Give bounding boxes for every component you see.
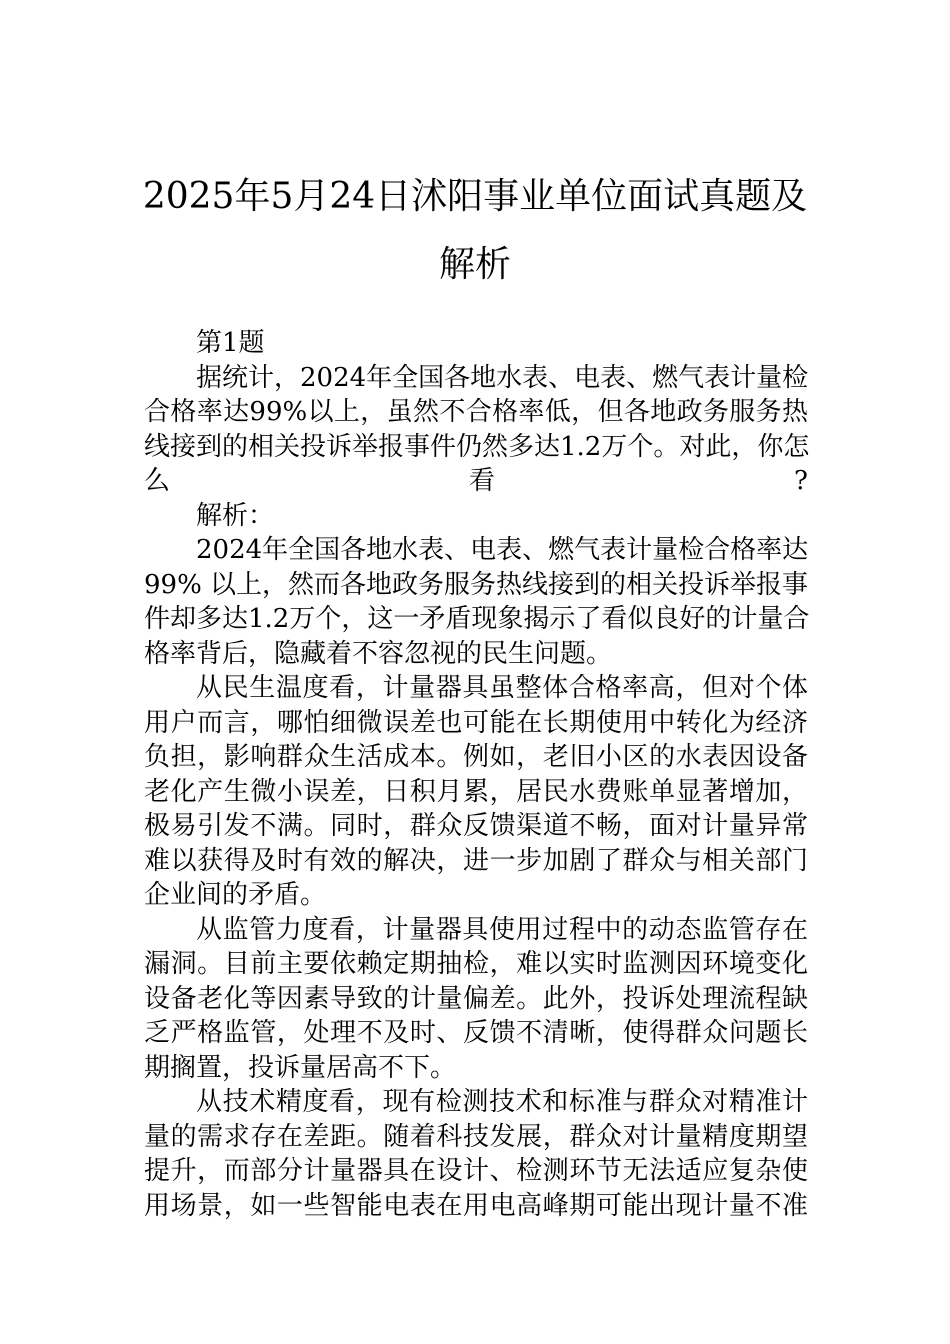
text-line: 企业间的矛盾。 bbox=[144, 880, 327, 910]
text-line: 从技术精度看，现有检测技术和标准与群众对精准计 bbox=[196, 1087, 808, 1117]
text-line: 件却多达1.2万个，这一矛盾现象揭示了看似良好的计量合 bbox=[144, 604, 810, 634]
text-line: 负担，影响群众生活成本。例如，老旧小区的水表因设备 bbox=[144, 742, 808, 772]
text-line: 用户而言，哪怕细微误差也可能在长期使用中转化为经济 bbox=[144, 707, 808, 738]
paragraph bbox=[144, 1085, 808, 1223]
title-line-1: 2025年5月24日沭阳事业单位面试真题及 bbox=[142, 176, 808, 217]
text-line: 设备老化等因素导致的计量偏差。此外，投诉处理流程缺 bbox=[144, 983, 808, 1014]
text-line: 从民生温度看，计量器具虽整体合格率高，但对个体 bbox=[196, 673, 808, 703]
text-line: 从监管力度看，计量器具使用过程中的动态监管存在 bbox=[196, 914, 808, 945]
text-line: 据统计，2024年全国各地水表、电表、燃气表计量检 bbox=[196, 362, 809, 393]
text-line: 么看? bbox=[144, 466, 808, 496]
text-line: 乏严格监管，处理不及时、反馈不清晰，使得群众问题长 bbox=[144, 1018, 808, 1048]
text-line: 99% 以上，然而各地政务服务热线接到的相关投诉举报事 bbox=[144, 569, 809, 600]
text-line: 极易引发不满。同时，群众反馈渠道不畅，面对计量异常 bbox=[144, 811, 808, 841]
text-line: 量的需求存在差距。随着科技发展，群众对计量精度期望 bbox=[144, 1121, 808, 1152]
text-line: 线接到的相关投诉举报事件仍然多达1.2万个。对此，你怎 bbox=[144, 431, 810, 462]
paragraph bbox=[144, 913, 808, 1086]
document-title bbox=[100, 163, 850, 299]
text-line: 提升，而部分计量器具在设计、检测环节无法适应复杂使 bbox=[144, 1156, 808, 1186]
document-body bbox=[144, 326, 808, 1223]
text-line: 第1题 bbox=[196, 328, 265, 358]
title-line-2: 解析 bbox=[438, 244, 511, 285]
paragraph bbox=[144, 326, 808, 361]
paragraph bbox=[144, 499, 808, 534]
text-line: 期搁置，投诉量居高不下。 bbox=[144, 1052, 457, 1083]
text-line: 2024年全国各地水表、电表、燃气表计量检合格率达 bbox=[196, 535, 809, 565]
text-line: 用场景，如一些智能电表在用电高峰期可能出现计量不准 bbox=[144, 1190, 808, 1221]
paragraph bbox=[144, 671, 808, 913]
paragraph bbox=[144, 361, 808, 499]
text-line: 解析： bbox=[196, 500, 275, 531]
text-line: 老化产生微小误差，日积月累，居民水费账单显著增加， bbox=[144, 776, 808, 807]
text-line: 合格率达99%以上，虽然不合格率低，但各地政务服务热 bbox=[144, 397, 808, 427]
paragraph bbox=[144, 533, 808, 671]
text-line: 格率背后，隐藏着不容忽视的民生问题。 bbox=[144, 638, 613, 669]
text-line: 难以获得及时有效的解决，进一步加剧了群众与相关部门 bbox=[144, 845, 808, 876]
text-line: 漏洞。目前主要依赖定期抽检，难以实时监测因环境变化 bbox=[144, 949, 808, 979]
